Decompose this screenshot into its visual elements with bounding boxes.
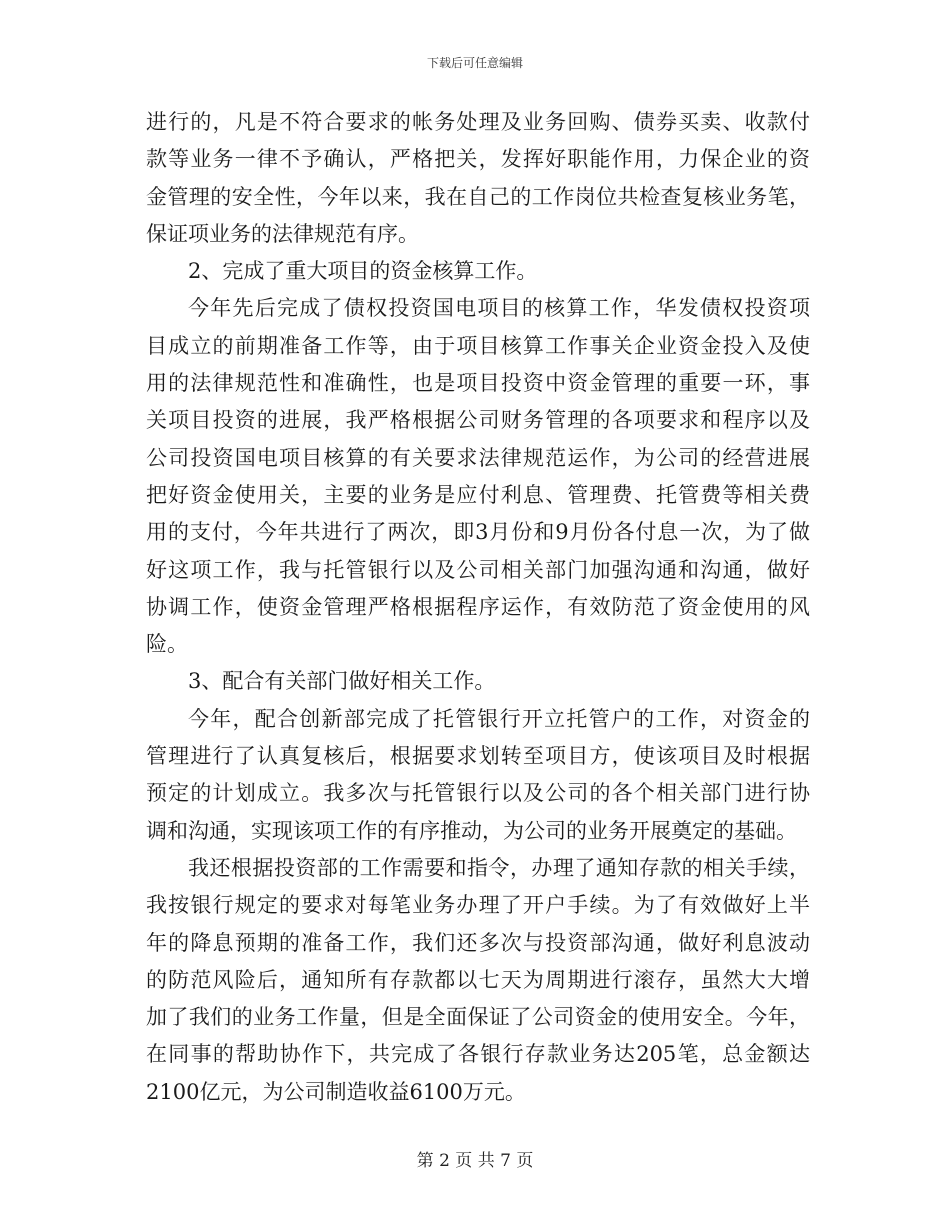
text-line: 好这项工作，我与托管银行以及公司相关部门加强沟通和沟通，做好 [146,557,810,582]
text-line: 我按银行规定的要求对每笔业务办理了开户手续。为了有效做好上半 [146,893,810,918]
text-line: 的防范风险后，通知所有存款都以七天为周期进行滚存，虽然大大增 [146,967,810,992]
section-heading: 2、完成了重大项目的资金核算工作。 [188,259,538,284]
text-line: 公司投资国电项目核算的有关要求法律规范运作，为公司的经营进展 [146,445,810,470]
text-line: 险。 [146,632,188,657]
text-line: 协调工作，使资金管理严格根据程序运作，有效防范了资金使用的风 [146,594,810,619]
text-line: 目成立的前期准备工作等，由于项目核算工作事关企业资金投入及使 [146,333,810,358]
text-line: 款等业务一律不予确认，严格把关，发挥好职能作用，力保企业的资 [146,147,810,172]
text-line: 调和沟通，实现该项工作的有序推动，为公司的业务开展奠定的基础。 [146,818,797,843]
text-line: 今年，配合创新部完成了托管银行开立托管户的工作，对资金的 [188,706,810,731]
text-line: 用的支付，今年共进行了两次，即3月份和9月份各付息一次，为了做 [146,520,810,545]
page-header: 下载后可任意编辑 [426,56,523,70]
text-line: 年的降息预期的准备工作，我们还多次与投资部沟通，做好利息波动 [146,930,810,955]
text-line: 今年先后完成了债权投资国电项目的核算工作，华发债权投资项 [188,296,810,321]
body-text [146,104,810,1111]
section-heading: 3、配合有关部门做好相关工作。 [188,669,496,694]
text-line: 管理进行了认真复核后，根据要求划转至项目方，使该项目及时根据 [146,744,810,769]
text-line: 金管理的安全性，今年以来，我在自己的工作岗位共检查复核业务笔， [146,184,810,209]
text-line: 我还根据投资部的工作需要和指令，办理了通知存款的相关手续， [188,855,810,880]
text-line: 2100亿元，为公司制造收益6100万元。 [146,1079,526,1104]
text-line: 用的法律规范性和准确性，也是项目投资中资金管理的重要一环，事 [146,371,810,396]
text-line: 在同事的帮助协作下，共完成了各银行存款业务达205笔，总金额达 [146,1042,810,1067]
page-number: 第 2 页 共 7 页 [416,1151,534,1171]
text-line: 预定的计划成立。我多次与托管银行以及公司的各个相关部门进行协 [146,781,810,806]
text-line: 进行的，凡是不符合要求的帐务处理及业务回购、债券买卖、收款付 [146,110,810,134]
text-line: 保证项业务的法律规范有序。 [146,221,419,246]
text-line: 把好资金使用关，主要的业务是应付利息、管理费、托管费等相关费 [146,482,810,507]
text-line: 关项目投资的进展，我严格根据公司财务管理的各项要求和程序以及 [146,408,810,433]
text-line: 加了我们的业务工作量，但是全面保证了公司资金的使用安全。今年， [146,1005,810,1030]
